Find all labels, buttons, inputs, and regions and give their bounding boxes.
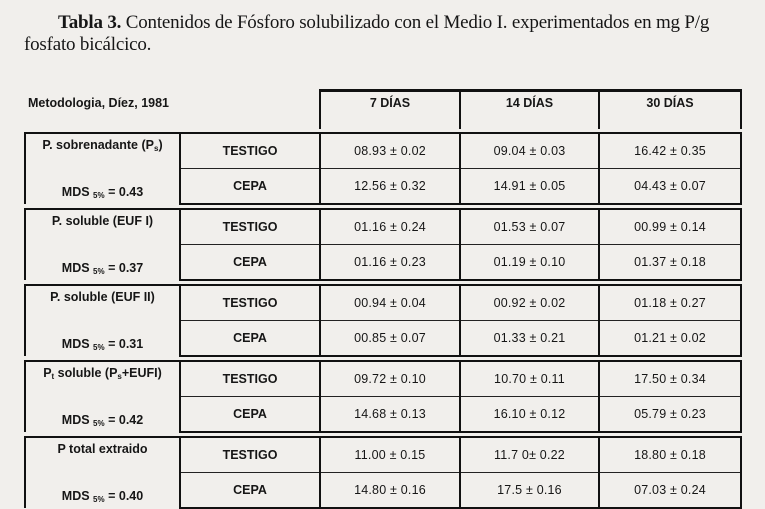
value-cell: 18.80 ± 0.18 [599, 437, 741, 473]
value-cell: 00.94 ± 0.04 [320, 285, 460, 321]
treatment-cell: TESTIGO [180, 285, 320, 321]
mds-prefix: MDS [61, 489, 90, 503]
mds-number: = 0.40 [108, 489, 144, 503]
treatment-cell: CEPA [180, 245, 320, 281]
value-cell: 08.93 ± 0.02 [320, 133, 460, 169]
value-cell: 14.91 ± 0.05 [460, 169, 599, 205]
parameter-name-tail: ) [158, 138, 163, 152]
mds-sub: 5% [93, 343, 105, 352]
mds-prefix: MDS [61, 261, 90, 275]
results-table [24, 89, 742, 509]
mds-sub: 5% [93, 495, 105, 504]
mds-value [26, 489, 179, 504]
value-cell: 16.10 ± 0.12 [460, 397, 599, 433]
treatment-cell: CEPA [180, 321, 320, 357]
mds-value [26, 261, 179, 276]
mds-prefix: MDS [61, 337, 90, 351]
methodology-label: Metodologia, Díez, 1981 [28, 96, 170, 110]
value-cell: 11.00 ± 0.15 [320, 437, 460, 473]
value-cell: 01.16 ± 0.24 [320, 209, 460, 245]
parameter-name-tail: soluble (P [54, 366, 118, 380]
parameter-cell [25, 209, 180, 280]
treatment-cell: CEPA [180, 169, 320, 205]
header-row [25, 91, 741, 130]
value-cell: 05.79 ± 0.23 [599, 397, 741, 433]
value-cell: 09.04 ± 0.03 [460, 133, 599, 169]
caption-label: Tabla 3. [58, 12, 122, 33]
value-cell: 14.68 ± 0.13 [320, 397, 460, 433]
value-cell: 01.21 ± 0.02 [599, 321, 741, 357]
parameter-cell [25, 285, 180, 356]
value-cell: 17.5 ± 0.16 [460, 473, 599, 509]
table-row [25, 133, 741, 169]
value-cell: 01.16 ± 0.23 [320, 245, 460, 281]
value-cell: 16.42 ± 0.35 [599, 133, 741, 169]
column-header-14-dias: 14 DÍAS [460, 91, 599, 130]
value-cell: 11.7 0± 0.22 [460, 437, 599, 473]
parameter-name-sub2: s [117, 372, 122, 381]
mds-value [26, 337, 179, 352]
value-cell: 01.19 ± 0.10 [460, 245, 599, 281]
mds-sub: 5% [93, 267, 105, 276]
table-row [25, 361, 741, 397]
parameter-cell [25, 361, 180, 432]
parameter-cell [25, 133, 180, 204]
table-row [25, 209, 741, 245]
parameter-name-sub: t [51, 372, 55, 381]
treatment-cell: TESTIGO [180, 209, 320, 245]
value-cell: 00.85 ± 0.07 [320, 321, 460, 357]
mds-prefix: MDS [61, 413, 90, 427]
mds-number: = 0.42 [108, 413, 144, 427]
parameter-name: P [43, 366, 52, 380]
value-cell: 01.53 ± 0.07 [460, 209, 599, 245]
treatment-cell: TESTIGO [180, 437, 320, 473]
mds-prefix: MDS [61, 185, 90, 199]
value-cell: 12.56 ± 0.32 [320, 169, 460, 205]
parameter-cell [25, 437, 180, 508]
treatment-cell: TESTIGO [180, 133, 320, 169]
value-cell: 17.50 ± 0.34 [599, 361, 741, 397]
value-cell: 07.03 ± 0.24 [599, 473, 741, 509]
mds-number: = 0.37 [108, 261, 144, 275]
value-cell: 09.72 ± 0.10 [320, 361, 460, 397]
parameter-name: P total extraido [57, 442, 148, 456]
value-cell: 00.92 ± 0.02 [460, 285, 599, 321]
value-cell: 14.80 ± 0.16 [320, 473, 460, 509]
parameter-name: P. soluble (EUF II) [50, 290, 155, 304]
value-cell: 01.37 ± 0.18 [599, 245, 741, 281]
column-header-30-dias: 30 DÍAS [599, 91, 741, 130]
value-cell: 01.33 ± 0.21 [460, 321, 599, 357]
treatment-cell: TESTIGO [180, 361, 320, 397]
parameter-name: P. soluble (EUF I) [51, 214, 154, 228]
table-row [25, 285, 741, 321]
mds-value [26, 413, 179, 428]
caption-text: Contenidos de Fósforo solubilizado con el Medio I. experimentados en mg P/g fosfato bicálcico. [24, 12, 710, 55]
value-cell: 01.18 ± 0.27 [599, 285, 741, 321]
parameter-name-sub: s [153, 144, 159, 153]
parameter-name-tail2: +EUFI) [121, 366, 162, 380]
value-cell: 10.70 ± 0.11 [460, 361, 599, 397]
mds-number: = 0.31 [108, 337, 144, 351]
parameter-name: P. sobrenadante (P [42, 138, 154, 152]
column-header-7-dias: 7 DÍAS [320, 91, 460, 130]
table-row [25, 437, 741, 473]
value-cell: 04.43 ± 0.07 [599, 169, 741, 205]
mds-sub: 5% [93, 191, 105, 200]
mds-sub: 5% [93, 419, 105, 428]
treatment-cell: CEPA [180, 473, 320, 509]
value-cell: 00.99 ± 0.14 [599, 209, 741, 245]
mds-value [26, 185, 179, 200]
table-caption [24, 12, 754, 56]
treatment-cell: CEPA [180, 397, 320, 433]
mds-number: = 0.43 [108, 185, 144, 199]
